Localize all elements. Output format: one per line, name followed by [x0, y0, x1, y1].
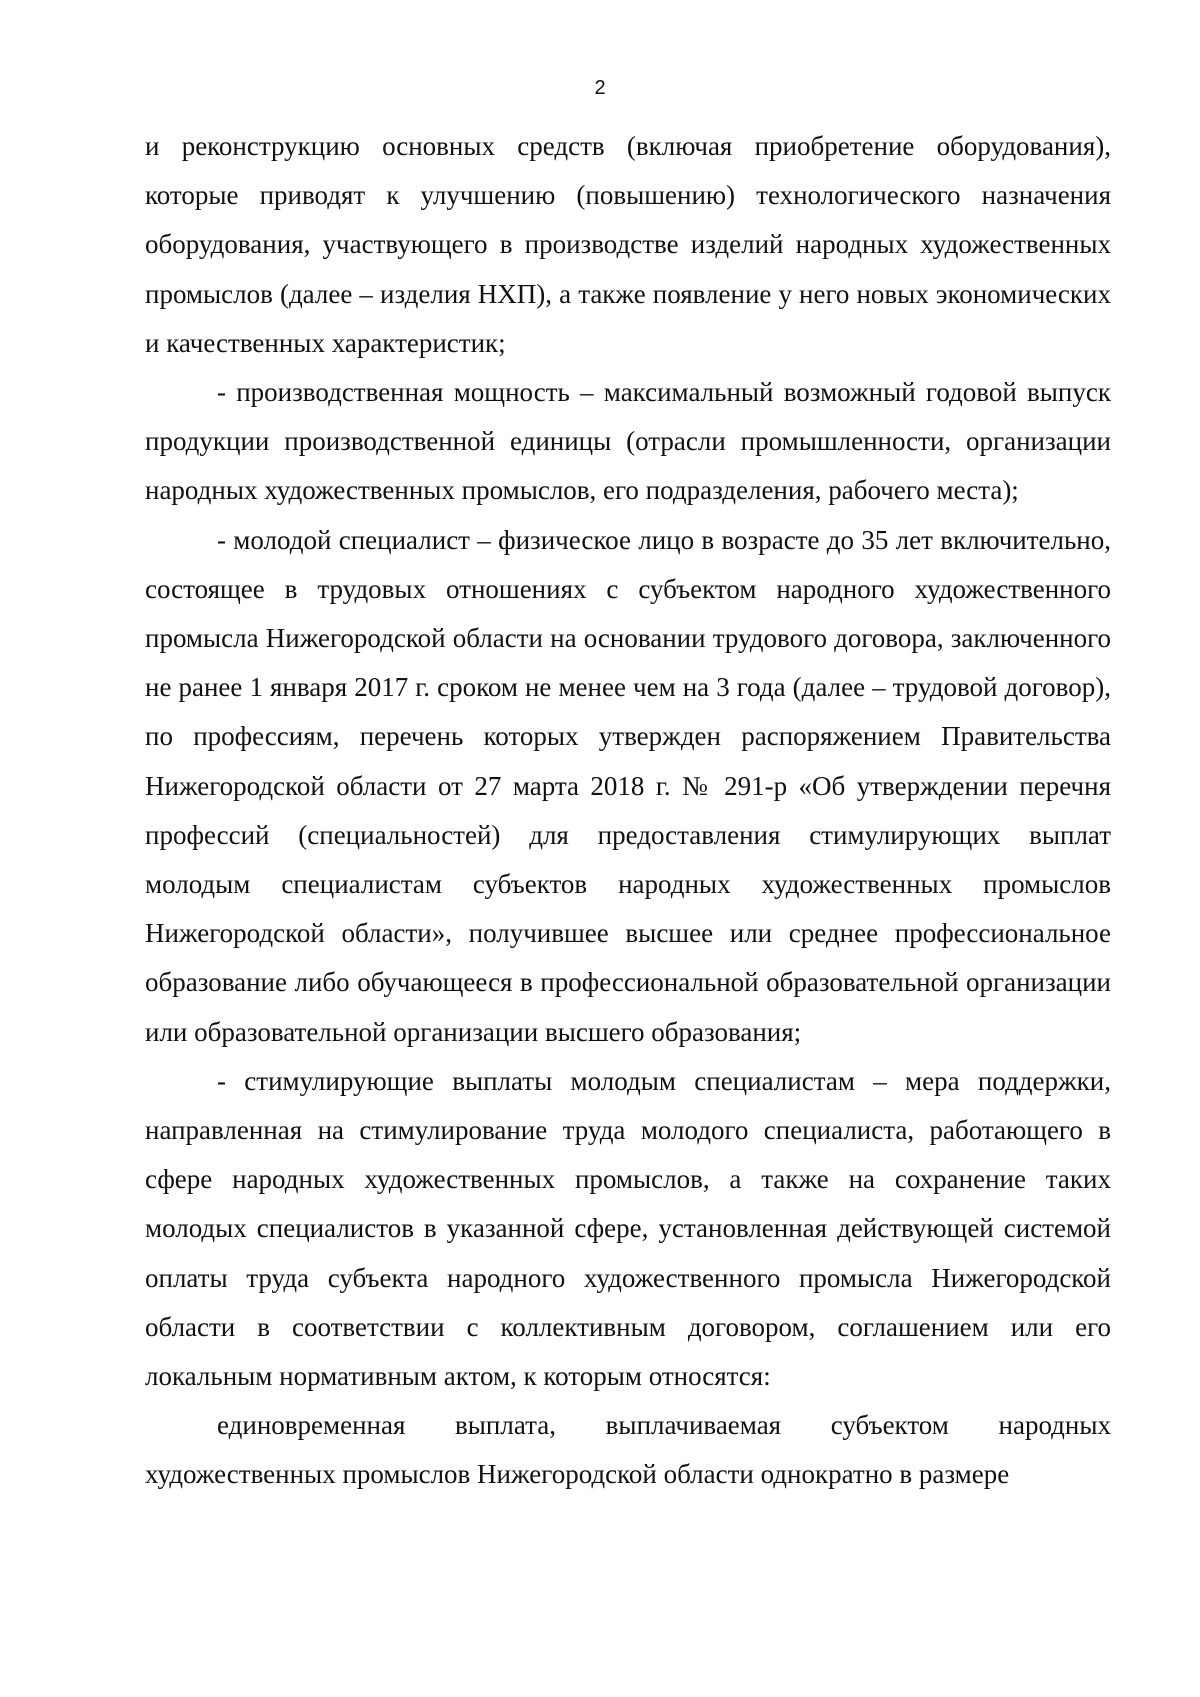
paragraph-incentive-payments: - стимулирующие выплаты молодым специалистам – мера поддержки, направленная на стимулирование труда молодого специалиста, работающего в сфере народных художественных промыслов, а также на сохранение таких молодых специалистов в указанной сфере, установленная действующей системой оплаты труда субъекта народного художественного промысла Нижегородской области в соответствии с коллективным договором, соглашением или его локальным нормативным актом, к которым относятся: — [145, 1065, 1111, 1392]
page-number: 2 — [594, 77, 606, 99]
paragraph-continuation: и реконструкцию основных средств (включая приобретение оборудования), которые приводят к улучшению (повышению) технологического назначения оборудования, участвующего в производстве изделий народных художественных промыслов (далее – изделия НХП), а также появление у него новых экономических и качественных характеристик; — [145, 131, 1111, 358]
paragraph-one-time-payment: единовременная выплата, выплачиваемая субъектом народных художественных промыслов Нижегородской области однократно в размере — [145, 1410, 1111, 1490]
paragraph-production-capacity: - производственная мощность – максимальный возможный годовой выпуск продукции производственной единицы (отрасли промышленности, организации народных художественных промыслов, его подразделения, рабочего места); — [145, 377, 1111, 506]
document-body — [145, 122, 1111, 1500]
paragraph-young-specialist: - молодой специалист – физическое лицо в возрасте до 35 лет включительно, состоящее в трудовых отношениях с субъектом народного художественного промысла Нижегородской области на основании трудового договора, заключенного не ранее 1 января 2017 г. сроком не менее чем на 3 года (далее – трудовой договор), по профессиям, перечень которых утвержден распоряжением Правительства Нижегородской области от 27 марта 2018 г. № 291-р «Об утверждении перечня профессий (специальностей) для предоставления стимулирующих выплат молодым специалистам субъектов народных художественных промыслов Нижегородской области», получившее высшее или среднее профессиональное образование либо обучающееся в профессиональной образовательной организации или образовательной организации высшего образования; — [145, 524, 1111, 1047]
